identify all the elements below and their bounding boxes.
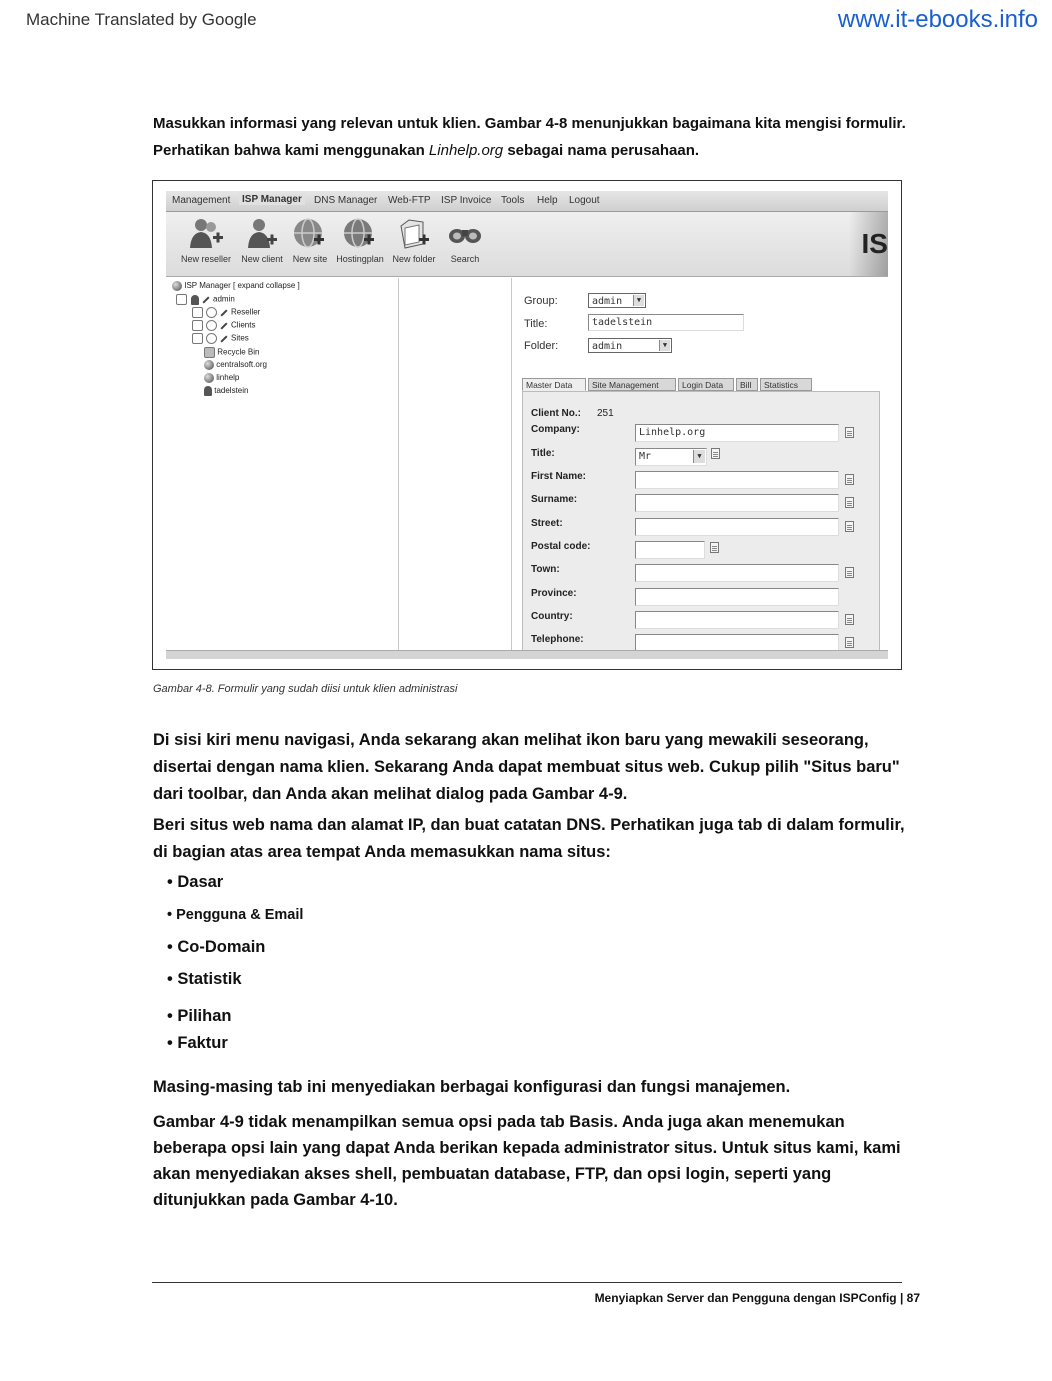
figure-caption: Gambar 4-8. Formulir yang sudah diisi untuk klien administrasi: [153, 683, 458, 695]
new-folder-label: New folder: [392, 254, 436, 264]
new-client-icon: [245, 216, 279, 250]
street-input[interactable]: [635, 518, 839, 536]
tree-site1-label: centralsoft.org: [216, 360, 267, 370]
country-label: Country:: [531, 611, 573, 622]
bullet-item: • Pilihan: [167, 1007, 232, 1025]
pencil-icon: [220, 309, 227, 316]
body-paragraph-1: Di sisi kiri menu navigasi, Anda sekarang akan melihat ikon baru yang mewakili seseorang, disertai dengan nama klien. Sekarang Anda dapat membuat situs web. Cukup pilih "Situs baru" dari toolbar, dan Anda akan melihat dialog pada Gambar 4-9.: [153, 731, 900, 803]
tree-sites-label: Sites: [231, 333, 249, 343]
bullet-item: • Co-Domain: [167, 938, 266, 956]
postal-code-label: Postal code:: [531, 541, 591, 552]
new-client-label: New client: [241, 254, 283, 264]
bullet-item: • Dasar: [167, 873, 224, 891]
menu-logout[interactable]: Logout: [569, 195, 600, 206]
intro-text-1: Masukkan informasi yang relevan untuk klien. Gambar 4-8 menunjukkan bagaimana kita mengisi formulir. Perhatikan bahwa kami menggunakan: [153, 115, 906, 159]
bullet-item: • Pengguna & Email: [167, 907, 304, 923]
expand-icon: [192, 333, 203, 344]
client-no-value: 251: [597, 408, 614, 419]
client-form: [512, 278, 888, 658]
binoculars-icon: [447, 216, 483, 250]
tree-root[interactable]: [172, 281, 300, 291]
globe-house-icon: [292, 216, 328, 250]
new-site-label: New site: [292, 254, 328, 264]
document-icon[interactable]: [845, 614, 854, 625]
group-label: Group:: [524, 295, 558, 307]
hostingplan-label: Hostingplan: [336, 254, 384, 264]
document-icon[interactable]: [845, 521, 854, 532]
tree-site2-label: linhelp: [216, 373, 240, 383]
ispconfig-screenshot: [166, 191, 888, 659]
navigation-tree: [166, 278, 399, 658]
new-reseller-icon: [187, 216, 225, 250]
tab-site-management[interactable]: Site Management: [588, 378, 676, 391]
company-input[interactable]: Linhelp.org: [635, 424, 839, 442]
town-label: Town:: [531, 564, 560, 575]
document-icon[interactable]: [845, 427, 854, 438]
menu-tools[interactable]: Tools: [501, 195, 525, 206]
first-name-label: First Name:: [531, 471, 587, 482]
intro-paragraph: [153, 110, 913, 164]
folder-select-value: admin: [592, 341, 623, 352]
folder-icon: [206, 320, 217, 331]
folder-icon: [397, 216, 431, 250]
tree-reseller-label: Reseller: [231, 307, 261, 317]
bullet-item: • Statistik: [167, 970, 242, 988]
chevron-down-icon: ▼: [659, 340, 670, 351]
tree-item-reseller[interactable]: [192, 307, 260, 318]
expand-icon: [192, 320, 203, 331]
pencil-icon: [220, 322, 227, 329]
search-label: Search: [450, 254, 480, 264]
first-name-input[interactable]: [635, 471, 839, 489]
person-icon: [204, 386, 212, 396]
tree-item-clients[interactable]: [192, 320, 255, 331]
tree-item-sites[interactable]: [192, 333, 249, 344]
figure-4-8: [152, 180, 902, 670]
tree-item-centralsoft[interactable]: [204, 360, 267, 370]
tree-item-recycle-bin[interactable]: [204, 347, 259, 358]
person-title-value: Mr: [639, 451, 652, 462]
search-button[interactable]: [445, 216, 485, 264]
client-no-label: Client No.:: [531, 408, 581, 419]
tree-admin-label: admin: [213, 294, 235, 304]
telephone-label: Telephone:: [531, 634, 584, 645]
intro-company-name: Linhelp.org: [428, 142, 504, 159]
menu-isp-invoice[interactable]: ISP Invoice: [441, 195, 492, 206]
body-paragraph-4: Gambar 4-9 tidak menampilkan semua opsi pada tab Basis. Anda juga akan menemukan beberapa opsi lain yang dapat Anda berikan kepada administrator situs. Untuk situs kami, kami akan menyediakan akses shell, pembuatan database, FTP, dan opsi login, seperti yang ditunjukkan pada Gambar 4-10.: [153, 1113, 901, 1209]
pencil-icon: [220, 335, 227, 342]
globe-icon: [204, 373, 214, 383]
pencil-icon: [202, 296, 209, 303]
tab-master-data[interactable]: Master Data: [522, 378, 586, 391]
group-select[interactable]: [588, 293, 646, 308]
tab-login-data[interactable]: Login Data: [678, 378, 734, 391]
folder-icon: [206, 307, 217, 318]
document-icon[interactable]: [845, 497, 854, 508]
toolbar: [166, 212, 888, 277]
person-title-label: Title:: [531, 448, 555, 459]
body-paragraph-3: Masing-masing tab ini menyediakan berbagai konfigurasi dan fungsi manajemen.: [153, 1078, 791, 1096]
master-data-panel: [522, 391, 880, 659]
new-reseller-label: New reseller: [180, 254, 231, 264]
intro-text-2: sebagai nama perusahaan.: [503, 142, 700, 159]
expand-icon: [192, 307, 203, 318]
machine-translated-label: Machine Translated by Google: [26, 10, 257, 29]
person-icon: [191, 295, 199, 305]
collapse-icon: [176, 294, 187, 305]
town-input[interactable]: [635, 564, 839, 582]
tab-bill[interactable]: Bill: [736, 378, 758, 391]
document-icon[interactable]: [845, 567, 854, 578]
ispconfig-logo: IS: [848, 212, 888, 276]
surname-label: Surname:: [531, 494, 578, 505]
status-bar: [166, 650, 888, 659]
tab-statistics[interactable]: Statistics: [760, 378, 812, 391]
tree-item-admin[interactable]: [176, 294, 235, 305]
province-input[interactable]: [635, 588, 839, 606]
menu-management[interactable]: Management: [172, 195, 231, 206]
body-paragraph-2: Beri situs web nama dan alamat IP, dan buat catatan DNS. Perhatikan juga tab di dalam formulir, di bagian atas area tempat Anda memasukkan nama situs:: [153, 816, 905, 861]
menu-isp-manager[interactable]: ISP Manager: [239, 194, 305, 205]
company-label: Company:: [531, 424, 580, 435]
globe-icon: [172, 281, 182, 291]
tree-root-label: ISP Manager [ expand collapse ]: [184, 281, 300, 291]
tree-item-linhelp[interactable]: [204, 373, 239, 383]
globe-icon: [342, 216, 378, 250]
street-label: Street:: [531, 518, 563, 529]
footer-divider: [152, 1282, 902, 1283]
tree-recycle-label: Recycle Bin: [217, 347, 260, 357]
chevron-down-icon: ▼: [633, 295, 644, 306]
bullet-item: • Faktur: [167, 1034, 228, 1052]
globe-icon: [204, 360, 214, 370]
document-icon[interactable]: [845, 637, 854, 648]
group-select-value: admin: [592, 296, 623, 307]
title-input[interactable]: tadelstein: [588, 314, 744, 331]
recycle-bin-icon: [204, 347, 215, 358]
title-label: Title:: [524, 318, 548, 330]
tree-clients-label: Clients: [231, 320, 256, 330]
document-icon[interactable]: [710, 542, 719, 553]
surname-input[interactable]: [635, 494, 839, 512]
tree-user-label: tadelstein: [214, 386, 249, 396]
new-folder-button[interactable]: [389, 216, 439, 264]
folder-select[interactable]: [588, 338, 672, 353]
document-icon[interactable]: [711, 448, 720, 459]
new-client-button[interactable]: [236, 216, 288, 264]
folder-icon: [206, 333, 217, 344]
person-title-select[interactable]: [635, 448, 707, 466]
new-reseller-button[interactable]: [178, 216, 234, 264]
tree-item-tadelstein[interactable]: [204, 386, 248, 396]
province-label: Province:: [531, 588, 577, 599]
menu-dns-manager[interactable]: DNS Manager: [314, 195, 378, 206]
site-link[interactable]: www.it-ebooks.info: [837, 6, 1038, 33]
postal-code-input[interactable]: [635, 541, 705, 559]
hostingplan-button[interactable]: [334, 216, 386, 264]
chevron-down-icon: ▼: [693, 450, 705, 463]
menu-web-ftp[interactable]: Web-FTP: [388, 195, 431, 206]
page-footer: Menyiapkan Server dan Pengguna dengan ISPConfig | 87: [594, 1291, 920, 1305]
middle-pane: [399, 278, 512, 658]
document-icon[interactable]: [845, 474, 854, 485]
folder-label: Folder:: [524, 340, 559, 352]
new-site-button[interactable]: [290, 216, 330, 264]
menu-bar: [166, 191, 888, 212]
menu-help[interactable]: Help: [537, 195, 558, 206]
country-input[interactable]: [635, 611, 839, 629]
